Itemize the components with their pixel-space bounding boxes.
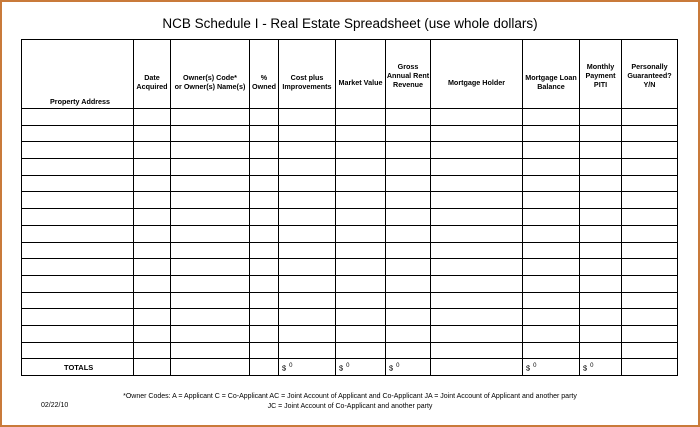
table-cell[interactable] bbox=[622, 175, 678, 192]
totals-label: TOTALS bbox=[22, 359, 134, 376]
table-cell[interactable] bbox=[622, 259, 678, 276]
table-cell[interactable] bbox=[22, 292, 134, 309]
page-title: NCB Schedule I - Real Estate Spreadsheet (use whole dollars) bbox=[162, 16, 538, 31]
table-cell[interactable] bbox=[336, 292, 386, 309]
table-cell[interactable] bbox=[523, 142, 580, 159]
table-cell[interactable] bbox=[431, 109, 523, 126]
table-cell[interactable] bbox=[580, 309, 622, 326]
table-cell[interactable] bbox=[171, 275, 250, 292]
totals-cell bbox=[171, 359, 250, 376]
table-cell[interactable] bbox=[523, 159, 580, 176]
table-cell[interactable] bbox=[431, 325, 523, 342]
table-cell[interactable] bbox=[22, 125, 134, 142]
table-cell[interactable] bbox=[134, 242, 171, 259]
table-cell[interactable] bbox=[622, 192, 678, 209]
table-cell[interactable] bbox=[250, 142, 279, 159]
table-cell[interactable] bbox=[336, 242, 386, 259]
totals-cell bbox=[134, 359, 171, 376]
table-cell[interactable] bbox=[171, 292, 250, 309]
total-mortgage-loan-balance[interactable]: $ $^0$ bbox=[523, 359, 580, 376]
table-cell[interactable] bbox=[580, 325, 622, 342]
table-row bbox=[22, 175, 678, 192]
table-cell[interactable] bbox=[386, 292, 431, 309]
table-cell[interactable] bbox=[580, 275, 622, 292]
table-row bbox=[22, 309, 678, 326]
table-cell[interactable] bbox=[336, 342, 386, 359]
table-cell[interactable] bbox=[250, 125, 279, 142]
table-cell[interactable] bbox=[523, 325, 580, 342]
table-cell[interactable] bbox=[523, 125, 580, 142]
table-cell[interactable] bbox=[250, 175, 279, 192]
table-cell[interactable] bbox=[279, 109, 336, 126]
table-cell[interactable] bbox=[250, 309, 279, 326]
table-cell[interactable] bbox=[250, 292, 279, 309]
table-row bbox=[22, 259, 678, 276]
table-cell[interactable] bbox=[279, 342, 336, 359]
table-cell[interactable] bbox=[134, 142, 171, 159]
table-cell[interactable] bbox=[279, 209, 336, 226]
table-cell[interactable] bbox=[250, 325, 279, 342]
table-cell[interactable] bbox=[431, 309, 523, 326]
table-cell[interactable] bbox=[431, 259, 523, 276]
table-cell[interactable] bbox=[622, 309, 678, 326]
table-cell[interactable] bbox=[580, 142, 622, 159]
table-cell[interactable] bbox=[386, 259, 431, 276]
table-cell[interactable] bbox=[336, 325, 386, 342]
table-cell[interactable] bbox=[580, 342, 622, 359]
table-cell[interactable] bbox=[134, 225, 171, 242]
table-cell[interactable] bbox=[134, 109, 171, 126]
table-cell[interactable] bbox=[523, 175, 580, 192]
table-cell[interactable] bbox=[580, 209, 622, 226]
table-cell[interactable] bbox=[250, 342, 279, 359]
table-cell[interactable] bbox=[171, 142, 250, 159]
table-cell[interactable] bbox=[523, 275, 580, 292]
table-cell[interactable] bbox=[134, 175, 171, 192]
table-cell[interactable] bbox=[279, 292, 336, 309]
table-cell[interactable] bbox=[622, 109, 678, 126]
table-cell[interactable] bbox=[523, 309, 580, 326]
table-cell[interactable] bbox=[386, 109, 431, 126]
table-cell[interactable] bbox=[386, 309, 431, 326]
table-cell[interactable] bbox=[523, 292, 580, 309]
table-cell[interactable] bbox=[171, 125, 250, 142]
table-cell[interactable] bbox=[336, 309, 386, 326]
table-cell[interactable] bbox=[250, 242, 279, 259]
table-cell[interactable] bbox=[431, 175, 523, 192]
totals-cell bbox=[622, 359, 678, 376]
table-cell[interactable] bbox=[134, 325, 171, 342]
table-cell[interactable] bbox=[431, 159, 523, 176]
table-cell[interactable] bbox=[22, 159, 134, 176]
table-cell[interactable] bbox=[134, 125, 171, 142]
table-cell[interactable] bbox=[386, 325, 431, 342]
table-cell[interactable] bbox=[336, 109, 386, 126]
table-cell[interactable] bbox=[431, 292, 523, 309]
table-cell[interactable] bbox=[580, 125, 622, 142]
table-cell[interactable] bbox=[250, 259, 279, 276]
table-cell[interactable] bbox=[171, 342, 250, 359]
table-cell[interactable] bbox=[431, 125, 523, 142]
table-cell[interactable] bbox=[336, 192, 386, 209]
table-cell[interactable] bbox=[22, 309, 134, 326]
table-cell[interactable] bbox=[171, 225, 250, 242]
table-cell[interactable] bbox=[336, 259, 386, 276]
table-cell[interactable] bbox=[22, 275, 134, 292]
table-cell[interactable] bbox=[279, 325, 336, 342]
table-cell[interactable] bbox=[386, 342, 431, 359]
form-date: 02/22/10 bbox=[41, 402, 69, 409]
table-cell[interactable] bbox=[22, 242, 134, 259]
table-row bbox=[22, 125, 678, 142]
table-cell[interactable] bbox=[22, 225, 134, 242]
header-monthly-payment: Monthly Payment PITI bbox=[580, 40, 622, 109]
table-cell[interactable] bbox=[622, 325, 678, 342]
totals-row bbox=[22, 359, 678, 376]
table-cell[interactable] bbox=[622, 142, 678, 159]
header-personally-guaranteed: Personally Guaranteed? Y/N bbox=[622, 40, 678, 109]
header-cost-plus-improvements: Cost plus Improvements bbox=[279, 40, 336, 109]
table-cell[interactable] bbox=[250, 109, 279, 126]
table-cell[interactable] bbox=[134, 342, 171, 359]
table-cell[interactable] bbox=[386, 192, 431, 209]
table-cell[interactable] bbox=[134, 192, 171, 209]
table-cell[interactable] bbox=[171, 309, 250, 326]
table-cell[interactable] bbox=[134, 209, 171, 226]
header-property-address: Property Address bbox=[22, 40, 134, 109]
table-cell[interactable] bbox=[386, 142, 431, 159]
table-cell[interactable] bbox=[171, 209, 250, 226]
table-cell[interactable] bbox=[250, 225, 279, 242]
table-cell[interactable] bbox=[431, 192, 523, 209]
table-row bbox=[22, 109, 678, 126]
table-cell[interactable] bbox=[580, 109, 622, 126]
table-cell[interactable] bbox=[523, 259, 580, 276]
table-cell[interactable] bbox=[171, 259, 250, 276]
table-cell[interactable] bbox=[279, 242, 336, 259]
table-cell[interactable] bbox=[279, 159, 336, 176]
table-cell[interactable] bbox=[171, 175, 250, 192]
totals-cell bbox=[250, 359, 279, 376]
table-cell[interactable] bbox=[622, 275, 678, 292]
table-cell[interactable] bbox=[622, 159, 678, 176]
table-row bbox=[22, 192, 678, 209]
table-row bbox=[22, 275, 678, 292]
header-gross-annual-rent: Gross Annual Rent Revenue bbox=[386, 40, 431, 109]
table-row bbox=[22, 342, 678, 359]
table-cell[interactable] bbox=[22, 342, 134, 359]
table-cell[interactable] bbox=[386, 275, 431, 292]
table-cell[interactable] bbox=[580, 259, 622, 276]
header-percent-owned: % Owned bbox=[250, 40, 279, 109]
table-cell[interactable] bbox=[22, 209, 134, 226]
table-cell[interactable] bbox=[171, 109, 250, 126]
table-row bbox=[22, 242, 678, 259]
table-cell[interactable] bbox=[523, 342, 580, 359]
totals-cell bbox=[431, 359, 523, 376]
total-monthly-payment[interactable]: $ $^0$ bbox=[580, 359, 622, 376]
table-cell[interactable] bbox=[250, 192, 279, 209]
table-cell[interactable] bbox=[250, 209, 279, 226]
header-row bbox=[22, 40, 678, 109]
table-cell[interactable] bbox=[171, 159, 250, 176]
table-row bbox=[22, 292, 678, 309]
table-row bbox=[22, 325, 678, 342]
table-cell[interactable] bbox=[279, 192, 336, 209]
table-cell[interactable] bbox=[386, 225, 431, 242]
table-cell[interactable] bbox=[523, 109, 580, 126]
table-cell[interactable] bbox=[523, 225, 580, 242]
real-estate-table bbox=[21, 39, 678, 376]
table-row bbox=[22, 225, 678, 242]
table-cell[interactable] bbox=[580, 292, 622, 309]
table-cell[interactable] bbox=[171, 325, 250, 342]
table-cell[interactable] bbox=[134, 275, 171, 292]
table-cell[interactable] bbox=[336, 159, 386, 176]
table-cell[interactable] bbox=[386, 209, 431, 226]
table-cell[interactable] bbox=[22, 142, 134, 159]
table-cell[interactable] bbox=[279, 175, 336, 192]
table-cell[interactable] bbox=[580, 175, 622, 192]
owner-codes-legend bbox=[0, 392, 700, 411]
table-cell[interactable] bbox=[386, 175, 431, 192]
table-cell[interactable] bbox=[134, 292, 171, 309]
table-cell[interactable] bbox=[279, 309, 336, 326]
header-mortgage-loan-balance: Mortgage Loan Balance bbox=[523, 40, 580, 109]
table-cell[interactable] bbox=[431, 342, 523, 359]
table-cell[interactable] bbox=[279, 225, 336, 242]
table-cell[interactable] bbox=[622, 292, 678, 309]
total-gross-annual-rent[interactable]: $ $^0$ bbox=[386, 359, 431, 376]
table-cell[interactable] bbox=[580, 159, 622, 176]
table-cell[interactable] bbox=[622, 225, 678, 242]
table-cell[interactable] bbox=[336, 225, 386, 242]
owner-codes-line-2: JC = Joint Account of Co-Applicant and another party bbox=[267, 402, 433, 410]
table-cell[interactable] bbox=[134, 159, 171, 176]
table-cell[interactable] bbox=[22, 192, 134, 209]
table-cell[interactable] bbox=[336, 125, 386, 142]
table-cell[interactable] bbox=[336, 275, 386, 292]
table-cell[interactable] bbox=[580, 242, 622, 259]
table-cell[interactable] bbox=[279, 259, 336, 276]
table-cell[interactable] bbox=[523, 192, 580, 209]
table-cell[interactable] bbox=[250, 159, 279, 176]
table-cell[interactable] bbox=[386, 159, 431, 176]
table-cell[interactable] bbox=[250, 275, 279, 292]
total-cost-plus-improvements[interactable]: $ $^0$ bbox=[279, 359, 336, 376]
table-cell[interactable] bbox=[134, 259, 171, 276]
table-cell[interactable] bbox=[523, 242, 580, 259]
table-cell[interactable] bbox=[622, 209, 678, 226]
table-cell[interactable] bbox=[622, 342, 678, 359]
table-cell[interactable] bbox=[171, 192, 250, 209]
owner-codes-line-1: *Owner Codes: A = Applicant C = Co-Applicant AC = Joint Account of Applicant and Co-Applicant JA = Joint Account of Applicant and another party bbox=[123, 393, 577, 400]
table-cell[interactable] bbox=[431, 242, 523, 259]
table-cell[interactable] bbox=[523, 209, 580, 226]
table-cell[interactable] bbox=[622, 125, 678, 142]
table-cell[interactable] bbox=[336, 209, 386, 226]
table-cell[interactable] bbox=[22, 175, 134, 192]
table-cell[interactable] bbox=[22, 259, 134, 276]
table-cell[interactable] bbox=[279, 275, 336, 292]
header-date-acquired: Date Acquired bbox=[134, 40, 171, 109]
table-cell[interactable] bbox=[580, 192, 622, 209]
table-cell[interactable] bbox=[622, 242, 678, 259]
table-cell[interactable] bbox=[431, 275, 523, 292]
table-cell[interactable] bbox=[22, 325, 134, 342]
table-cell[interactable] bbox=[22, 109, 134, 126]
table-cell[interactable] bbox=[386, 242, 431, 259]
table-cell[interactable] bbox=[279, 142, 336, 159]
table-row bbox=[22, 209, 678, 226]
table-cell[interactable] bbox=[336, 175, 386, 192]
header-market-value: Market Value bbox=[336, 40, 386, 109]
table-cell[interactable] bbox=[279, 125, 336, 142]
header-owner-code: Owner(s) Code* or Owner(s) Name(s) bbox=[171, 40, 250, 109]
total-market-value[interactable]: $ $^0$ bbox=[336, 359, 386, 376]
table-row bbox=[22, 142, 678, 159]
table-cell[interactable] bbox=[336, 142, 386, 159]
table-cell[interactable] bbox=[431, 209, 523, 226]
table-cell[interactable] bbox=[431, 225, 523, 242]
table-cell[interactable] bbox=[386, 125, 431, 142]
table-cell[interactable] bbox=[171, 242, 250, 259]
table-row bbox=[22, 159, 678, 176]
table-cell[interactable] bbox=[580, 225, 622, 242]
table-cell[interactable] bbox=[134, 309, 171, 326]
header-mortgage-holder: Mortgage Holder bbox=[431, 40, 523, 109]
table-cell[interactable] bbox=[431, 142, 523, 159]
